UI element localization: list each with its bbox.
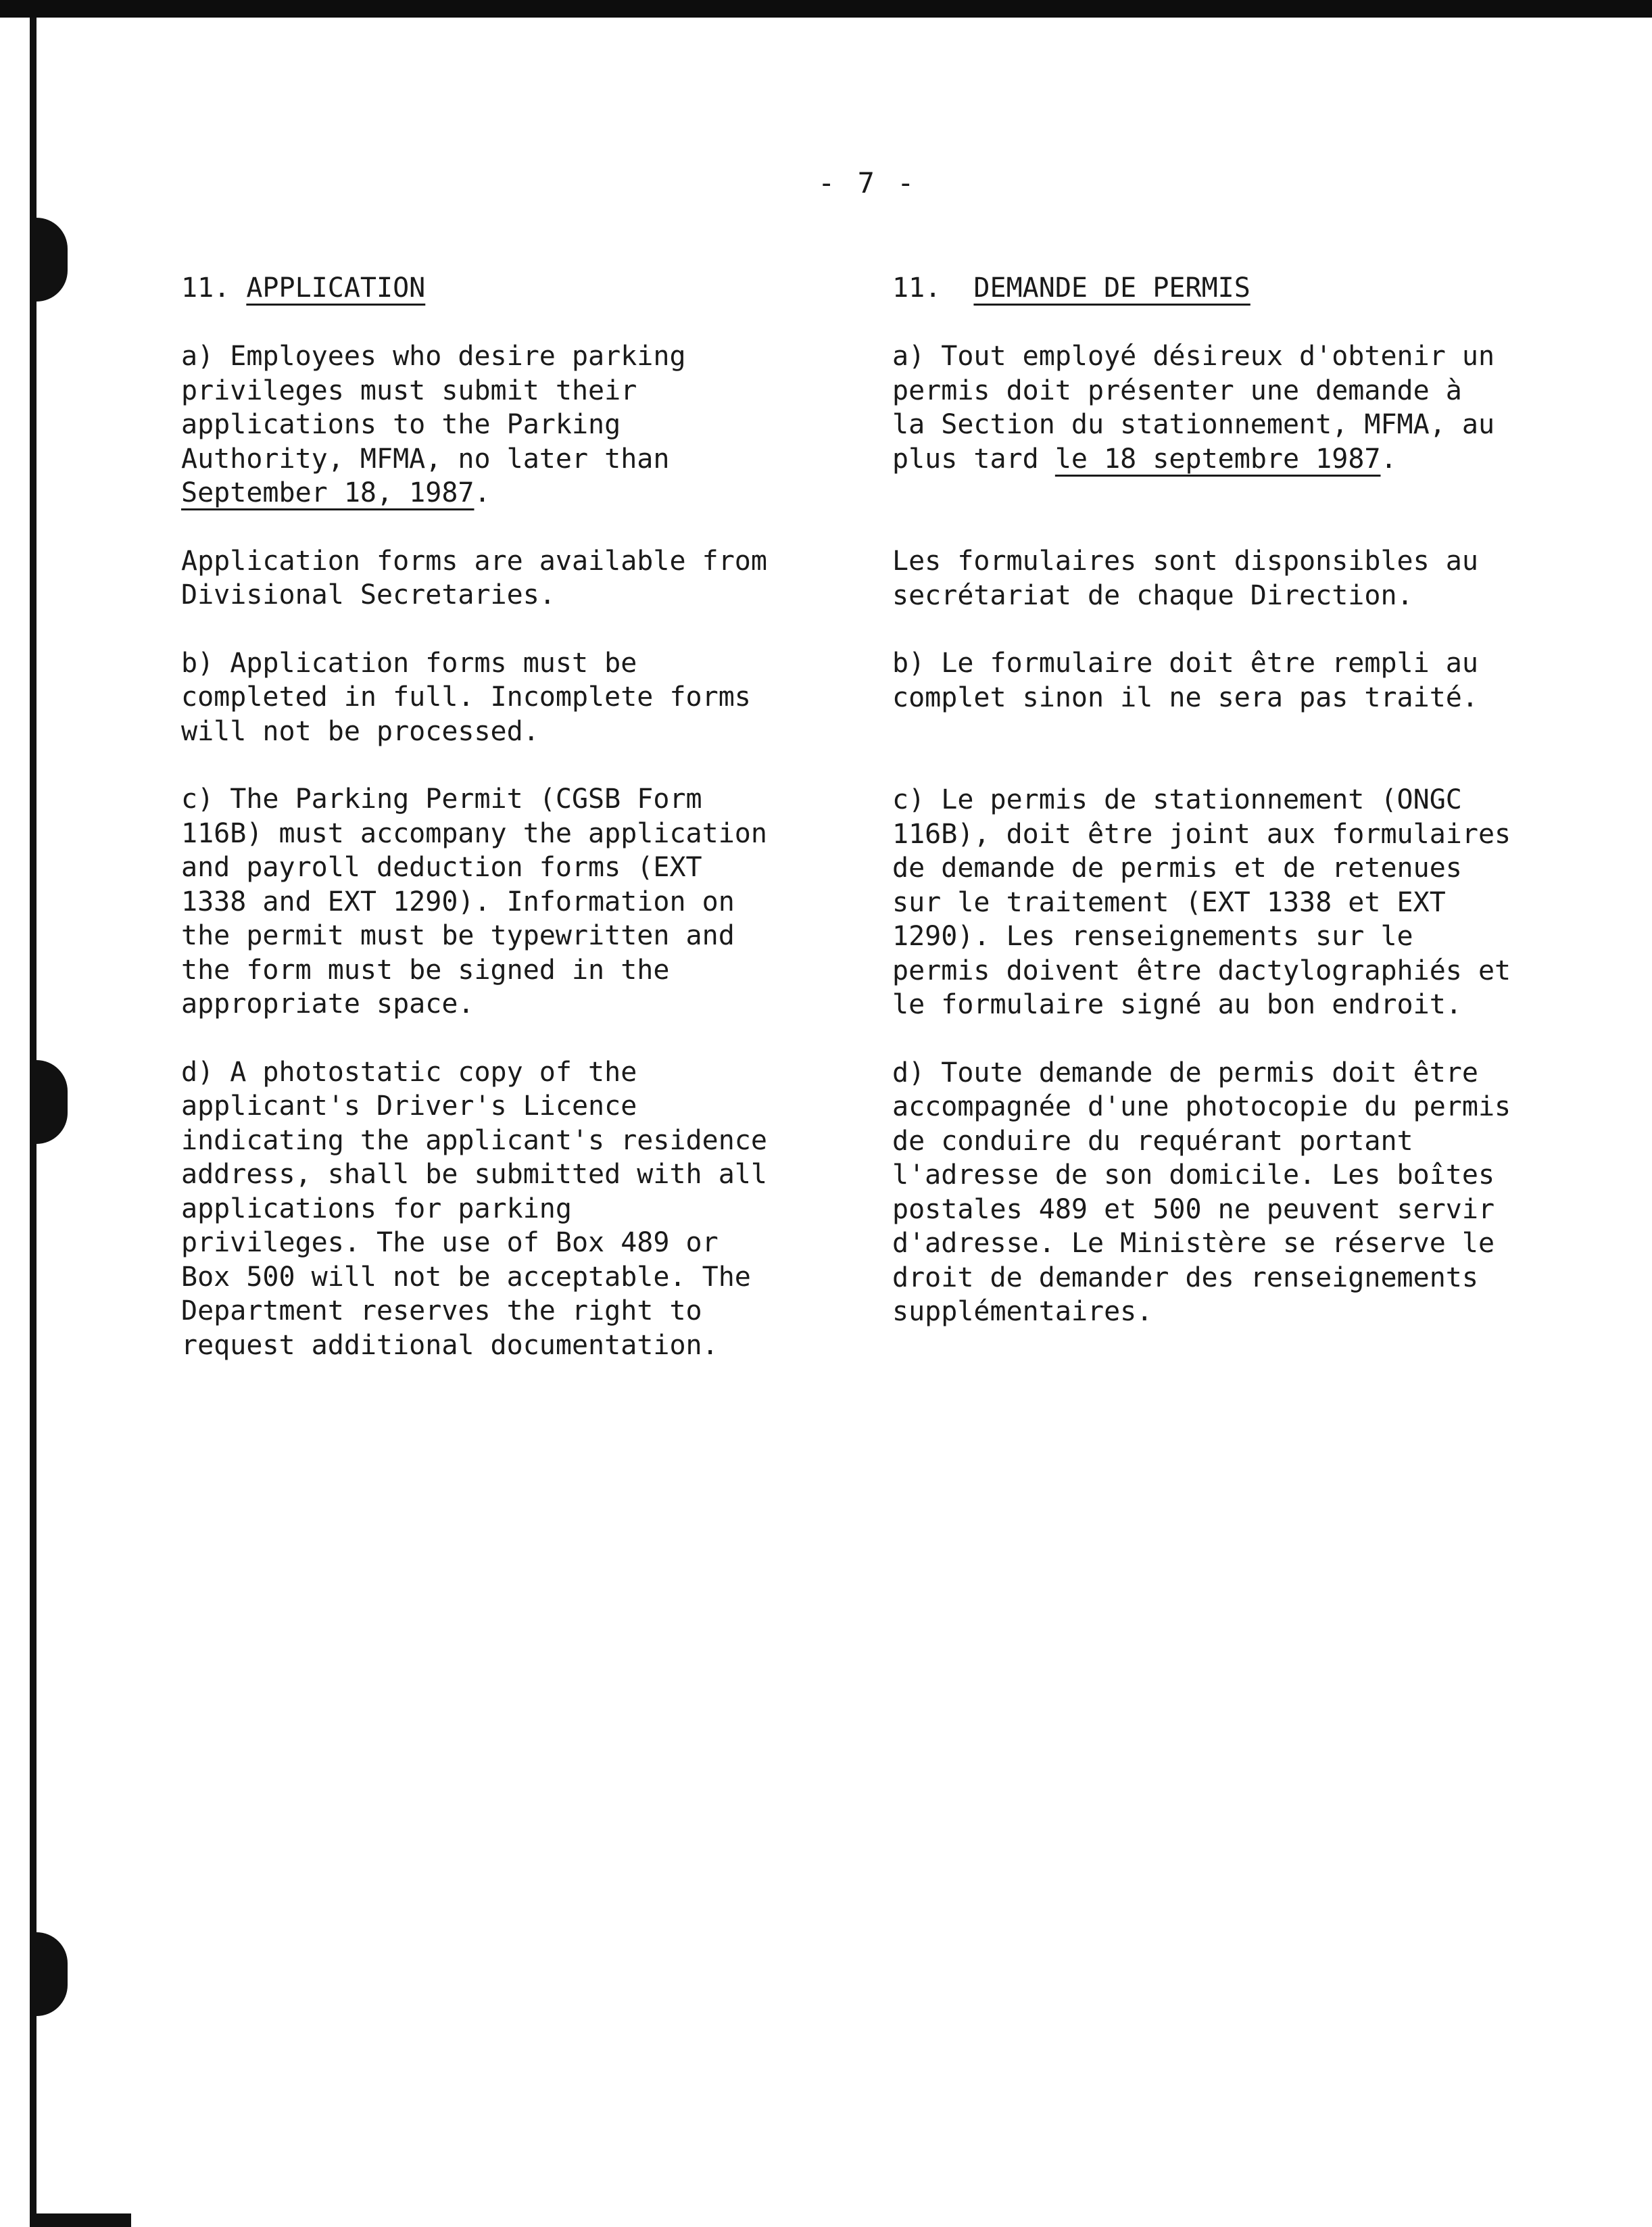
french-heading-text: DEMANDE DE PERMIS xyxy=(973,272,1250,304)
english-para-a-end: . xyxy=(474,477,491,508)
binding-hole-top xyxy=(37,218,68,302)
english-column xyxy=(181,270,830,1362)
scan-top-edge xyxy=(0,0,1652,18)
french-paragraph-b: b) Le formulaire doit être rempli au complet sinon il ne sera pas traité. xyxy=(892,648,1478,713)
scan-left-edge xyxy=(30,18,37,2227)
french-para-a-end: . xyxy=(1380,443,1397,475)
english-para-a-text: a) Employees who desire parking privileges must submit their applications to the Parking Authority, MFMA, no later than xyxy=(181,341,686,475)
english-deadline-date: September 18, 1987 xyxy=(181,477,475,508)
page-number: - 7 - xyxy=(818,166,917,199)
english-paragraph-d: d) A photostatic copy of the applicant's Driver's Licence indicating the applicant's residence address, shall be submitted with all applications for parking privileges. The use of Box 489 or Box 500 will not be acceptable. The Department reserves the right to request additional documentation. xyxy=(181,1056,767,1361)
french-paragraph-d: d) Toute demande de permis doit être accompagnée d'une photocopie du permis de conduire du requérant portant l'adresse de son domicile. Les boîtes postales 489 et 500 ne peuvent servir d'adresse. Le Ministère se réserve le droit de demander des renseignements supplémentaires. xyxy=(892,1057,1511,1327)
binding-hole-bottom xyxy=(37,1932,68,2016)
english-paragraph-forms: Application forms are available from Divisional Secretaries. xyxy=(181,545,767,610)
english-paragraph-a xyxy=(181,339,830,510)
english-paragraph-c: c) The Parking Permit (CGSB Form 116B) must accompany the application and payroll deduction forms (EXT 1338 and EXT 1290). Information on the permit must be typewritten and the form must be signed in the appropriate space. xyxy=(181,784,767,1020)
french-paragraph-a xyxy=(892,339,1541,476)
english-heading xyxy=(181,270,830,306)
english-paragraph-b: b) Application forms must be completed in full. Incomplete forms will not be processed. xyxy=(181,647,751,747)
english-heading-number: 11. xyxy=(181,272,230,304)
scan-bottom-edge xyxy=(30,2213,131,2227)
english-heading-text: APPLICATION xyxy=(246,272,426,304)
french-column xyxy=(892,270,1541,1329)
binding-hole-middle xyxy=(37,1060,68,1144)
french-heading xyxy=(892,270,1541,306)
french-para-a-text: a) Tout employé désireux d'obtenir un permis doit présenter une demande à la Section du stationnement, MFMA, au plus tard xyxy=(892,341,1495,475)
french-heading-number: 11. xyxy=(892,272,942,304)
french-paragraph-c: c) Le permis de stationnement (ONGC 116B), doit être joint aux formulaires de demande de permis et de retenues sur le traitement (EXT 1338 et EXT 1290). Les renseignements sur le permis doivent être dactylographiés et le formulaire signé au bon endroit. xyxy=(892,784,1511,1020)
french-deadline-date: le 18 septembre 1987 xyxy=(1054,443,1381,475)
french-paragraph-forms: Les formulaires sont disponsibles au secrétariat de chaque Direction. xyxy=(892,546,1478,611)
